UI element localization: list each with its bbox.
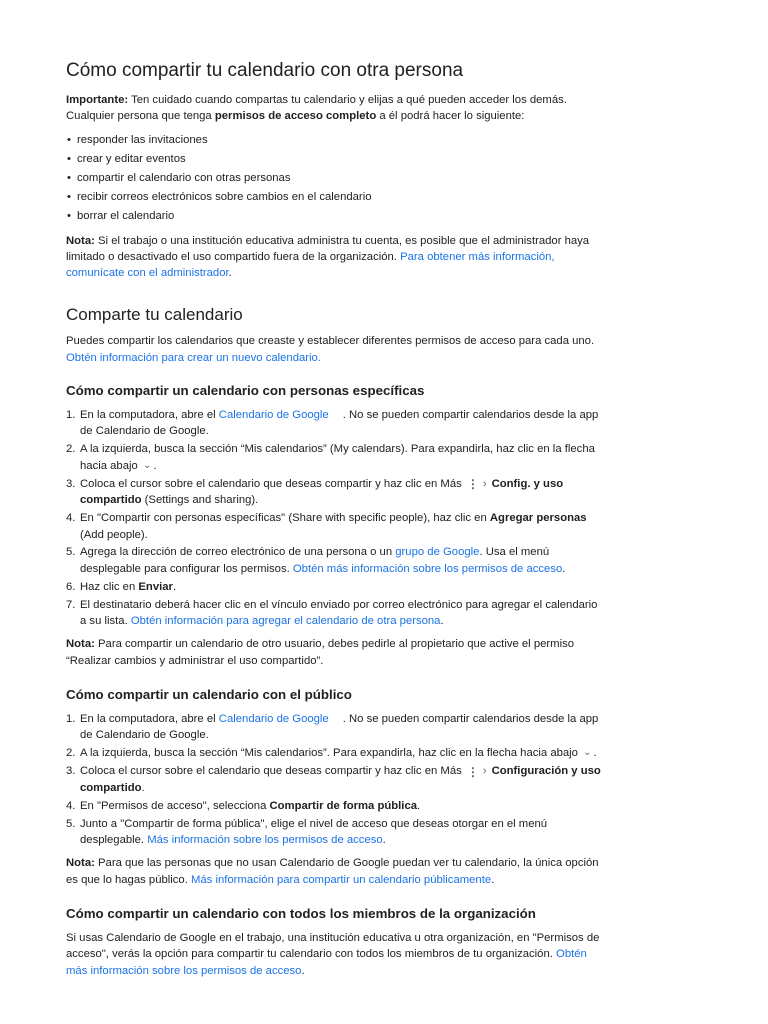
step-text: .: [440, 615, 444, 628]
step-text: .: [593, 747, 597, 760]
step-text: .: [562, 562, 566, 575]
google-calendar-link[interactable]: Calendario de Google: [218, 712, 329, 725]
note-label: Nota:: [66, 234, 95, 247]
settings-sharing-label: Configuración y uso compartido: [80, 765, 601, 794]
chevron-down-icon: ⌄: [142, 459, 152, 471]
create-calendar-link[interactable]: Obtén información para crear un nuevo calendario.: [66, 351, 321, 364]
step-number: 2.: [66, 747, 76, 760]
org-paragraph: [66, 930, 606, 979]
page-title: Cómo compartir tu calendario con otra persona: [66, 60, 464, 81]
step-item: [66, 407, 606, 440]
step-text: . No se pueden compartir calendarios desde la app de Calendario de Google.: [80, 409, 599, 438]
share-publicly-link[interactable]: Más información para compartir un calendario públicamente: [190, 873, 492, 886]
step-text: .: [141, 781, 145, 794]
contact-admin-link[interactable]: Para obtener más información, comunícate con el administrador: [66, 250, 555, 280]
note-end: .: [491, 873, 495, 886]
google-group-link[interactable]: grupo de Google: [395, 546, 480, 559]
step-item: [66, 510, 606, 543]
step-text: Agrega la dirección de correo electrónico de una persona o un: [80, 546, 396, 559]
org-text: Si usas Calendario de Google en el trabajo, una institución educativa u otra organización, en "Permisos de acceso", verás la opción para compartir tu calendario con todos los miembros de tu organización.: [66, 931, 600, 961]
step-text: En la computadora, abre el: [80, 712, 219, 725]
google-calendar-link[interactable]: Calendario de Google: [218, 409, 329, 422]
step-item: [66, 476, 606, 509]
step-text: En "Compartir con personas específicas" (Share with specific people), haz clic en: [80, 512, 490, 525]
step-text: Haz clic en: [80, 580, 139, 593]
step-number: 4.: [66, 799, 76, 812]
important-bold: permisos de acceso completo: [214, 110, 377, 123]
step-item: [66, 544, 606, 577]
send-label: Enviar: [138, 580, 173, 593]
more-vert-icon: ⋮: [466, 476, 479, 491]
step-number: 3.: [66, 765, 76, 778]
step-text: . Usa el menú desplegable para configurar los permisos.: [80, 546, 550, 575]
step-number: 5.: [66, 546, 76, 559]
add-other-calendar-link[interactable]: Obtén información para agregar el calendario de otra persona: [130, 615, 441, 628]
access-permissions-link[interactable]: Más información sobre los permisos de acceso: [147, 834, 383, 847]
step-text: A la izquierda, busca la sección “Mis calendarios”. Para expandirla, haz clic en la flecha hacia abajo: [80, 747, 582, 760]
step-item: [66, 597, 606, 630]
important-paragraph: [66, 92, 606, 125]
access-permissions-link[interactable]: Obtén más información sobre los permisos de acceso: [66, 948, 587, 977]
more-vert-icon: ⋮: [466, 764, 479, 779]
step-number: 6.: [66, 580, 76, 593]
note-label: Nota:: [66, 857, 95, 870]
step-number: 1.: [66, 409, 76, 422]
settings-sharing-label: Config. y uso compartido: [80, 477, 564, 507]
step-item: [66, 579, 606, 595]
step-text: .: [417, 799, 421, 812]
add-people-label: Agregar personas: [489, 512, 587, 525]
step-item: [66, 745, 606, 761]
step-text: En la computadora, abre el: [80, 409, 219, 422]
step-text: A la izquierda, busca la sección “Mis calendarios” (My calendars). Para expandirla, haz clic en la flecha hacia abajo: [80, 443, 595, 472]
step-number: 2.: [66, 443, 76, 456]
step-text: Junto a "Compartir de forma pública", elige el nivel de acceso que deseas otorgar en el menú desplegable.: [80, 817, 548, 847]
specific-note: [66, 636, 606, 669]
important-label: Importante:: [66, 94, 129, 106]
specific-people-steps: [66, 407, 606, 629]
step-number: 5.: [66, 817, 76, 830]
note-text: Para que las personas que no usan Calendario de Google puedan ver tu calendario, la única opción es que lo hagas público.: [66, 857, 599, 886]
specific-people-heading: Cómo compartir un calendario con personas específicas: [66, 383, 425, 399]
step-text: .: [153, 459, 157, 472]
note-text: Si el trabajo o una institución educativa administra tu cuenta, es posible que el administrador haya limitado o desactivado el uso compartido fuera de la organización.: [66, 234, 590, 263]
step-item: [66, 441, 606, 474]
chevron-down-icon: ⌄: [583, 747, 592, 759]
step-text: . No se pueden compartir calendarios desde la app de Calendario de Google.: [80, 712, 599, 742]
step-item: [66, 711, 606, 744]
step-number: 3.: [66, 477, 76, 490]
step-text: (Add people).: [80, 528, 148, 541]
section-title: Comparte tu calendario: [66, 305, 243, 325]
access-permissions-link[interactable]: Obtén más información sobre los permisos de acceso: [292, 562, 563, 575]
list-item: • recibir correos electrónicos sobre cambios en el calendario: [66, 188, 606, 207]
list-item: • crear y editar eventos: [66, 150, 606, 169]
chevron-right-icon: ›: [482, 765, 487, 778]
list-item: • responder las invitaciones: [66, 131, 606, 150]
list-item: • borrar el calendario: [66, 207, 606, 226]
step-item: [66, 798, 606, 814]
capabilities-list: [66, 131, 606, 226]
step-text: El destinatario deberá hacer clic en el vínculo enviado por correo electrónico para agregar el calendario a su lista.: [80, 598, 598, 628]
section-paragraph: [66, 333, 606, 366]
note-text: Para compartir un calendario de otro usuario, debes pedirle al propietario que active el permiso “Realizar cambios y administrar el uso compartido”.: [66, 638, 575, 667]
admin-note: [66, 233, 606, 282]
public-note: [66, 855, 606, 888]
step-item: [66, 816, 606, 849]
share-public-label: Compartir de forma pública: [269, 799, 418, 812]
note-label: Nota:: [66, 638, 95, 651]
note-end: .: [228, 267, 232, 280]
org-end: .: [301, 964, 305, 977]
list-item: • compartir el calendario con otras personas: [66, 169, 606, 188]
org-heading: Cómo compartir un calendario con todos los miembros de la organización: [66, 905, 536, 921]
important-text-2: a él podrá hacer lo siguiente:: [376, 110, 525, 123]
step-number: 1.: [66, 712, 76, 725]
important-text-1: Ten cuidado cuando compartas tu calendario y elijas a qué pueden acceder los demás. Cualquier persona que tenga: [66, 94, 567, 123]
chevron-right-icon: ›: [482, 477, 487, 490]
step-text: .: [172, 580, 177, 593]
step-text: Coloca el cursor sobre el calendario que deseas compartir y haz clic en Más: [80, 765, 465, 778]
public-heading: Cómo compartir un calendario con el público: [66, 686, 352, 702]
step-number: 4.: [66, 512, 76, 525]
public-steps: [66, 711, 606, 848]
section-text: Puedes compartir los calendarios que creaste y establecer diferentes permisos de acceso para cada uno.: [66, 335, 595, 348]
step-text: Coloca el cursor sobre el calendario que deseas compartir y haz clic en Más: [80, 477, 465, 490]
article-content: [66, 58, 606, 979]
step-text: (Settings and sharing).: [141, 494, 259, 507]
step-number: 7.: [66, 598, 76, 611]
step-text: En "Permisos de acceso", selecciona: [80, 799, 270, 812]
step-text: .: [382, 834, 386, 847]
step-item: [66, 763, 606, 796]
